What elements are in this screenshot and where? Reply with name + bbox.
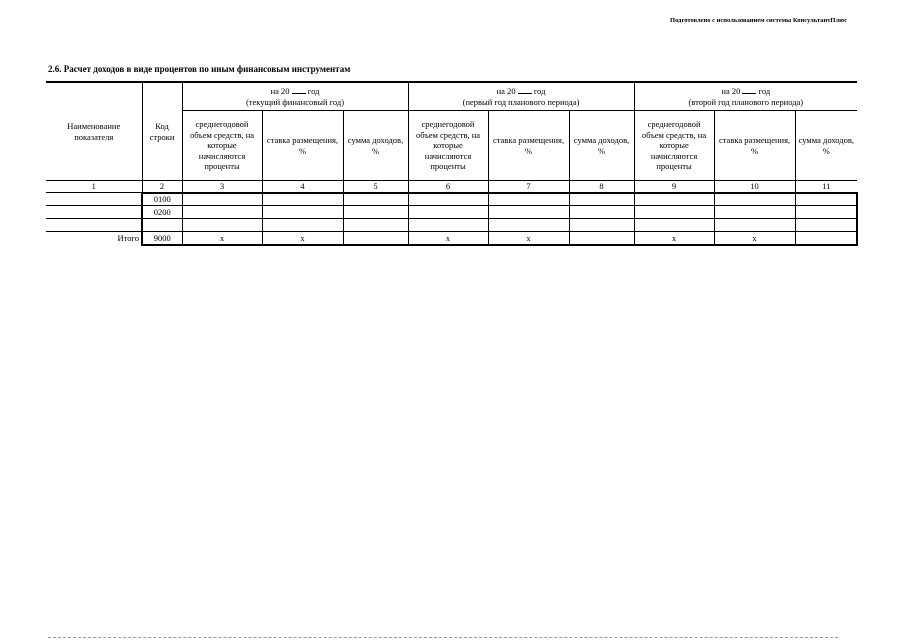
header-note: Подготовлено с использованием системы КонсультантПлюс bbox=[670, 17, 847, 24]
period-year-suffix: год bbox=[533, 86, 546, 97]
row-code-cell bbox=[142, 219, 182, 232]
col-number: 6 bbox=[408, 181, 488, 193]
data-cell[interactable] bbox=[714, 219, 795, 232]
total-row bbox=[46, 232, 857, 245]
sub-header-rate: ставка размещения, % bbox=[262, 111, 343, 181]
col-number: 3 bbox=[182, 181, 262, 193]
data-cell[interactable] bbox=[262, 219, 343, 232]
table-row bbox=[46, 219, 857, 232]
total-label: Итого bbox=[46, 232, 142, 245]
income-table bbox=[46, 82, 858, 246]
data-cell[interactable] bbox=[634, 219, 714, 232]
data-cell[interactable] bbox=[408, 206, 488, 219]
table-row bbox=[46, 193, 857, 206]
col-header-code: Код строки bbox=[142, 83, 182, 181]
data-cell[interactable] bbox=[262, 193, 343, 206]
data-cell[interactable] bbox=[343, 206, 408, 219]
data-cell[interactable] bbox=[795, 232, 857, 245]
row-code-cell: 0100 bbox=[142, 193, 182, 206]
data-cell[interactable] bbox=[714, 206, 795, 219]
sub-header-income: сумма доходов, % bbox=[795, 111, 857, 181]
col-number: 9 bbox=[634, 181, 714, 193]
data-cell[interactable] bbox=[634, 206, 714, 219]
data-cell[interactable] bbox=[569, 219, 634, 232]
sub-header-rate: ставка размещения, % bbox=[714, 111, 795, 181]
period-year-suffix: год bbox=[307, 86, 320, 97]
data-cell[interactable] bbox=[182, 193, 262, 206]
sub-header-volume: среднегодовой объем средств, на которые начисляются проценты bbox=[408, 111, 488, 181]
year-blank bbox=[518, 85, 532, 94]
data-cell[interactable] bbox=[488, 206, 569, 219]
data-cell[interactable] bbox=[343, 193, 408, 206]
col-number: 5 bbox=[343, 181, 408, 193]
period-header-0 bbox=[182, 83, 408, 111]
col-number: 1 bbox=[46, 181, 142, 193]
period-year-prefix: на 20 bbox=[721, 86, 741, 97]
total-mark: x bbox=[488, 232, 569, 245]
data-cell[interactable] bbox=[795, 193, 857, 206]
period-year-suffix: год bbox=[758, 86, 771, 97]
period-year-prefix: на 20 bbox=[270, 86, 290, 97]
table-row bbox=[46, 206, 857, 219]
page-bottom-rule bbox=[48, 637, 838, 638]
data-cell[interactable] bbox=[182, 206, 262, 219]
col-number: 4 bbox=[262, 181, 343, 193]
data-cell[interactable] bbox=[182, 219, 262, 232]
col-number: 2 bbox=[142, 181, 182, 193]
sub-header-income: сумма доходов, % bbox=[343, 111, 408, 181]
data-cell[interactable] bbox=[795, 206, 857, 219]
total-mark: x bbox=[182, 232, 262, 245]
data-cell[interactable] bbox=[714, 193, 795, 206]
total-mark: x bbox=[714, 232, 795, 245]
row-name-cell[interactable] bbox=[46, 193, 142, 206]
data-cell[interactable] bbox=[569, 206, 634, 219]
period-year-prefix: на 20 bbox=[496, 86, 516, 97]
total-code: 9000 bbox=[142, 232, 182, 245]
data-cell[interactable] bbox=[569, 232, 634, 245]
col-number: 11 bbox=[795, 181, 857, 193]
data-cell[interactable] bbox=[488, 193, 569, 206]
data-cell[interactable] bbox=[569, 193, 634, 206]
section-title: 2.6. Расчет доходов в виде процентов по иным финансовым инструментам bbox=[48, 64, 351, 74]
col-header-name: Наименование показателя bbox=[46, 83, 142, 181]
row-code-cell: 0200 bbox=[142, 206, 182, 219]
data-cell[interactable] bbox=[795, 219, 857, 232]
period-subtitle: (текущий финансовый год) bbox=[245, 97, 345, 107]
period-subtitle: (первый год планового периода) bbox=[462, 97, 580, 107]
sub-header-volume: среднегодовой объем средств, на которые начисляются проценты bbox=[634, 111, 714, 181]
period-header-1 bbox=[408, 83, 634, 111]
data-cell[interactable] bbox=[634, 193, 714, 206]
total-mark: x bbox=[262, 232, 343, 245]
data-cell[interactable] bbox=[343, 232, 408, 245]
data-cell[interactable] bbox=[488, 219, 569, 232]
row-name-cell[interactable] bbox=[46, 219, 142, 232]
data-cell[interactable] bbox=[262, 206, 343, 219]
col-number: 8 bbox=[569, 181, 634, 193]
col-number: 7 bbox=[488, 181, 569, 193]
data-cell[interactable] bbox=[408, 219, 488, 232]
sub-header-rate: ставка размещения, % bbox=[488, 111, 569, 181]
row-name-cell[interactable] bbox=[46, 206, 142, 219]
data-cell[interactable] bbox=[408, 193, 488, 206]
total-mark: x bbox=[408, 232, 488, 245]
data-cell[interactable] bbox=[343, 219, 408, 232]
total-mark: x bbox=[634, 232, 714, 245]
year-blank bbox=[742, 85, 756, 94]
col-number: 10 bbox=[714, 181, 795, 193]
period-subtitle: (второй год планового периода) bbox=[688, 97, 804, 107]
sub-header-volume: среднегодовой объем средств, на которые начисляются проценты bbox=[182, 111, 262, 181]
column-number-row bbox=[46, 181, 857, 193]
period-header-2 bbox=[634, 83, 857, 111]
year-blank bbox=[292, 85, 306, 94]
sub-header-income: сумма доходов, % bbox=[569, 111, 634, 181]
